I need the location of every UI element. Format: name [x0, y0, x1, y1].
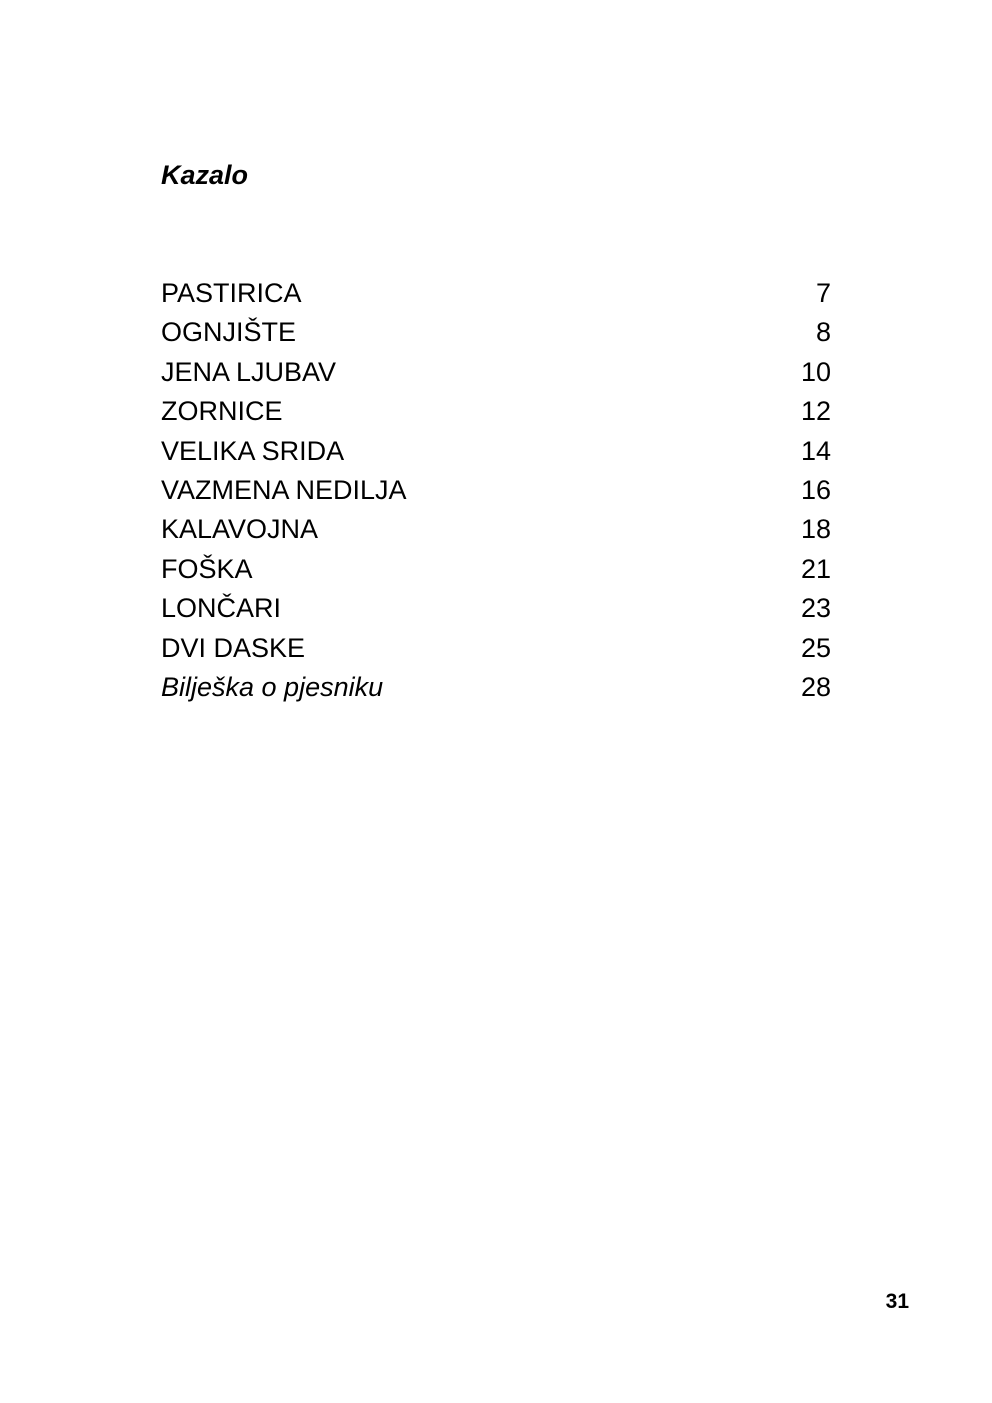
- toc-entry-page: 25: [800, 632, 831, 663]
- toc-entry-title: DVI DASKE: [161, 632, 306, 663]
- toc-entry-title: Bilješka o pjesniku: [161, 671, 384, 702]
- toc-entry-title: PASTIRICA: [161, 278, 302, 308]
- toc-entry-title: KALAVOJNA: [161, 514, 319, 545]
- toc-entry: [161, 510, 831, 549]
- toc-entry-page: 16: [800, 474, 831, 505]
- toc-entry: [161, 589, 831, 628]
- toc-entry-page: 14: [800, 435, 831, 466]
- toc-entry-author-note: [161, 668, 831, 707]
- page-title: Kazalo: [161, 160, 249, 190]
- toc-entry-title: VAZMENA NEDILJA: [161, 474, 407, 505]
- toc-entry: [161, 432, 831, 471]
- table-of-contents: [161, 274, 831, 707]
- toc-entry: [161, 353, 831, 392]
- toc-entry-title: VELIKA SRIDA: [161, 435, 345, 466]
- toc-entry-page: 12: [800, 396, 831, 427]
- toc-entry: [161, 629, 831, 668]
- toc-entry-page: 28: [800, 671, 831, 702]
- toc-entry: [161, 471, 831, 510]
- toc-entry-title: JENA LJUBAV: [161, 356, 337, 387]
- toc-entry-title: OGNJIŠTE: [161, 317, 297, 348]
- toc-entry: [161, 274, 831, 313]
- page-number: 31: [885, 1290, 909, 1313]
- toc-entry: [161, 313, 831, 352]
- toc-entry-page: 18: [800, 514, 831, 545]
- toc-entry-title: LONČARI: [161, 593, 282, 624]
- toc-entry: [161, 392, 831, 431]
- toc-entry-page: 21: [800, 553, 831, 584]
- toc-entry-title: FOŠKA: [161, 553, 253, 584]
- toc-entry-title: ZORNICE: [161, 396, 283, 427]
- toc-entry-page: 10: [800, 356, 831, 387]
- toc-entry-page: 7: [815, 278, 831, 308]
- toc-entry-page: 23: [800, 593, 831, 624]
- toc-entry: [161, 550, 831, 589]
- toc-entry-page: 8: [815, 317, 831, 348]
